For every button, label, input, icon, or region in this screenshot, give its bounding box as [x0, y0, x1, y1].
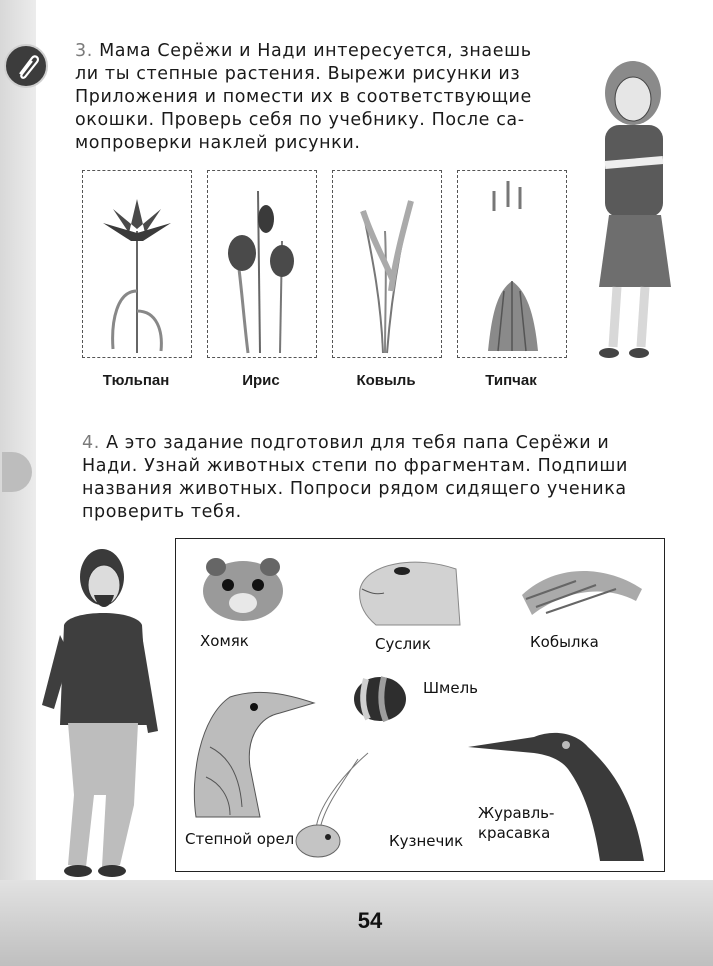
- animal-label-demoiselle-crane: Журавль- красавка: [478, 804, 555, 842]
- fescue-drawing: [458, 171, 566, 357]
- plant-box-iris: [207, 170, 317, 358]
- plant-box-fescue: [457, 170, 567, 358]
- task-4-text: [82, 432, 682, 524]
- plant-box-feather-grass: [332, 170, 442, 358]
- animal-label-katydid: Кузнечик: [389, 832, 464, 850]
- animal-label-hamster: Хомяк: [200, 632, 249, 650]
- task-3-body: Мама Серёжи и Нади интересуется, знаешь ли ты степные растения. Вырежи рисунки из Приложения и помести их в соответствующие окошки. Проверь себя по учебнику. После са- мопроверки наклей рисунки.: [75, 41, 532, 153]
- plant-label-iris: Ирис: [242, 372, 280, 389]
- grasshopper-wing-fragment: [516, 555, 646, 625]
- bumblebee-fragment: [352, 673, 412, 723]
- plant-box-tulip: [82, 170, 192, 358]
- gopher-fragment: [356, 549, 466, 629]
- plant-label-feather-grass: Ковыль: [356, 372, 416, 389]
- mother-illustration: [575, 55, 685, 365]
- task-4-number: 4.: [82, 433, 100, 453]
- plant-label-tulip: Тюльпан: [102, 372, 170, 389]
- paperclip-icon: [4, 44, 48, 88]
- animal-label-bumblebee: Шмель: [423, 679, 479, 697]
- father-illustration: [40, 545, 170, 885]
- animal-label-steppe-eagle: Степной орел: [185, 830, 295, 848]
- katydid-fragment: [288, 749, 378, 859]
- task-3-number: 3.: [75, 41, 93, 61]
- iris-drawing: [208, 171, 316, 357]
- feather-grass-drawing: [333, 171, 441, 357]
- animal-label-gopher: Суслик: [375, 635, 431, 653]
- task-3-text: [75, 40, 575, 155]
- animal-label-grasshopper: Кобылка: [530, 633, 599, 651]
- hamster-fragment: [198, 553, 288, 623]
- tulip-drawing: [83, 171, 191, 357]
- plant-label-fescue: Типчак: [485, 372, 537, 389]
- animal-fragments-frame: [175, 538, 665, 872]
- page-number: 54: [357, 908, 383, 933]
- task-4-body: А это задание подготовил для тебя папа Серёжи и Нади. Узнай животных степи по фрагментам. Подпиши названия животных. Попроси рядом сидящего ученика проверить тебя.: [82, 433, 628, 522]
